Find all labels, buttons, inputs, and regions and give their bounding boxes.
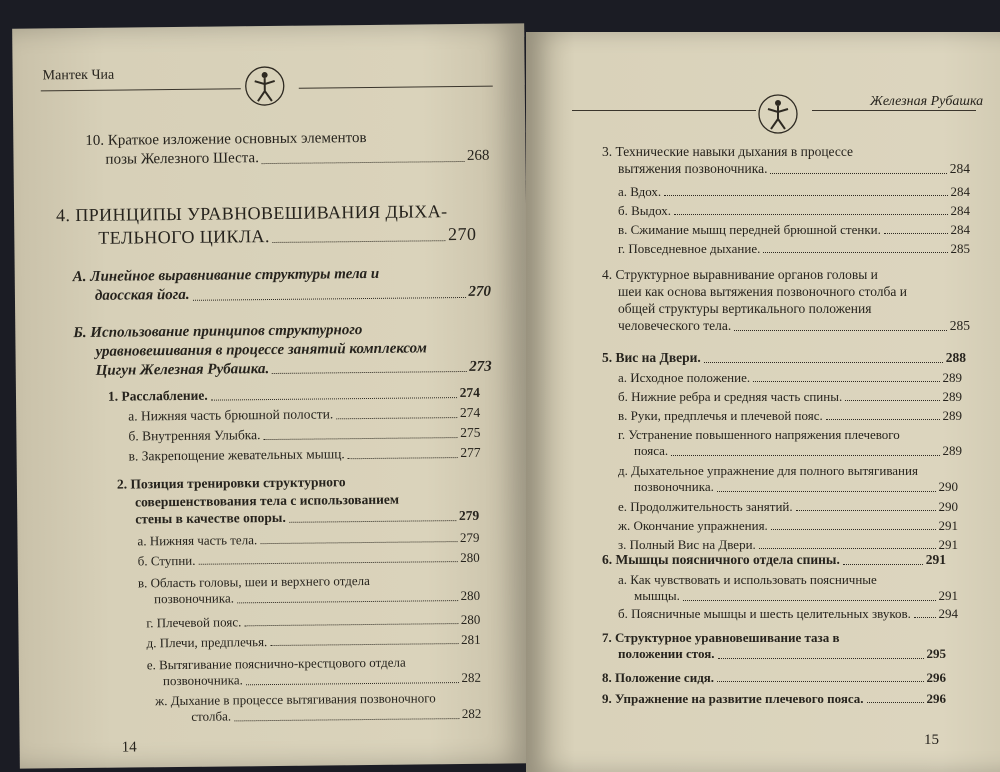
figure-emblem-icon xyxy=(243,64,287,108)
page-number: 280 xyxy=(460,588,481,604)
figure-emblem-icon xyxy=(756,92,800,136)
toc-entry-title: пояса. xyxy=(634,443,669,459)
leader-dots xyxy=(796,510,936,511)
toc-entry-text: 3. Технические навыки дыхания в процессе xyxy=(602,144,854,159)
toc-entry xyxy=(146,632,480,652)
leader-dots xyxy=(717,491,936,492)
toc-entry-text: 4. Структурное выравнивание органов головы и xyxy=(602,267,878,282)
leader-dots xyxy=(260,541,457,544)
toc-entry xyxy=(128,425,480,446)
toc-entry-title: ж. Окончание упражнения. xyxy=(618,518,768,533)
toc-entry xyxy=(602,267,970,335)
page-number: 290 xyxy=(938,479,958,495)
page-number: 291 xyxy=(938,518,958,533)
toc-entry-title: столба. xyxy=(191,708,232,725)
leader-dots xyxy=(234,718,459,721)
page-number: 291 xyxy=(938,588,958,604)
leader-dots xyxy=(262,160,464,163)
toc-entry-text: а. Как чувствовать и использовать поясничные xyxy=(618,572,877,587)
toc-entry-text: уравновешивания в процессе занятий комплексом xyxy=(95,340,427,360)
toc-entry-title: а. Вдох. xyxy=(618,184,662,199)
toc-entry xyxy=(618,427,962,460)
page-number: 289 xyxy=(942,389,962,404)
leader-dots xyxy=(237,600,458,603)
toc-entry xyxy=(618,463,958,496)
header-rule xyxy=(572,110,756,111)
leader-dots xyxy=(717,681,923,682)
page-number-footer: 15 xyxy=(924,732,939,748)
leader-dots xyxy=(674,214,947,215)
toc-entry-text: Б. Использование принципов структурного xyxy=(73,322,363,342)
toc-entry xyxy=(128,405,480,426)
leader-dots xyxy=(867,702,924,703)
toc-entry xyxy=(618,518,958,534)
leader-dots xyxy=(336,417,457,419)
page-number: 289 xyxy=(942,408,962,423)
toc-section xyxy=(73,264,491,306)
toc-entry xyxy=(618,537,958,553)
leader-dots xyxy=(771,529,936,530)
page-number: 288 xyxy=(945,350,966,365)
leader-dots xyxy=(244,623,458,626)
toc-entry xyxy=(618,222,970,238)
leader-dots xyxy=(683,600,936,601)
toc-entry xyxy=(602,144,970,178)
toc-entry-title: 6. Мышцы поясничного отдела спины. xyxy=(602,552,840,567)
toc-entry xyxy=(618,389,962,405)
toc-entry xyxy=(138,550,480,570)
page-number: 270 xyxy=(448,223,477,244)
toc-entry-title: в. Сжимание мышц передней брюшной стенки. xyxy=(618,222,881,237)
page-number: 284 xyxy=(949,160,970,176)
page-number: 285 xyxy=(949,317,970,333)
toc-entry-title: человеческого тела. xyxy=(618,317,732,333)
leader-dots xyxy=(763,252,947,253)
toc-entry-title: а. Исходное положение. xyxy=(618,370,751,385)
toc-entry xyxy=(602,630,946,663)
running-header: Железная Рубашка xyxy=(870,94,984,109)
toc-entry xyxy=(602,350,966,367)
toc-entry-title: позвоночника. xyxy=(162,672,243,689)
toc-entry-title: 9. Упражнение на развитие плечевого пояса. xyxy=(602,691,864,706)
page-number: 291 xyxy=(925,552,946,567)
page-number: 279 xyxy=(458,507,480,524)
leader-dots xyxy=(753,381,939,382)
toc-entry xyxy=(618,499,958,515)
page-number: 280 xyxy=(460,611,481,628)
leader-dots xyxy=(199,561,458,565)
toc-entry-title: б. Ступни. xyxy=(137,552,196,569)
toc-entry-title: даосская йога. xyxy=(94,286,190,304)
leader-dots xyxy=(246,682,459,685)
page-number: 291 xyxy=(938,537,958,552)
leader-dots xyxy=(289,520,456,523)
toc-entry xyxy=(618,606,958,622)
toc-entry xyxy=(618,370,962,386)
toc-entry-title: стены в качестве опоры. xyxy=(135,509,286,527)
leader-dots xyxy=(759,548,936,549)
header-rule xyxy=(812,110,976,111)
toc-entry-title: з. Полный Вис на Двери. xyxy=(618,537,756,552)
toc-entry-title: б. Внутренняя Улыбка. xyxy=(128,427,261,444)
toc-entry xyxy=(147,654,481,690)
toc-entry-title: Цигун Железная Рубашка. xyxy=(95,360,270,379)
page-number: 270 xyxy=(468,283,492,300)
page-number: 281 xyxy=(460,631,481,648)
page-number: 285 xyxy=(950,241,970,256)
leader-dots xyxy=(843,564,923,565)
page-number: 284 xyxy=(950,203,970,218)
page-number: 289 xyxy=(942,443,962,459)
leader-dots xyxy=(270,643,458,646)
toc-entry-text: А. Линейное выравнивание структуры тела и xyxy=(72,265,380,286)
toc-entry-title: в. Руки, предплечья и плечевой пояс. xyxy=(618,408,823,423)
running-header: Мантек Чиа xyxy=(42,67,115,84)
toc-entry-text: 4. ПРИНЦИПЫ УРАВНОВЕШИВАНИЯ ДЫХА- xyxy=(55,201,448,226)
toc-entry-title: ТЕЛЬНОГО ЦИКЛА. xyxy=(98,225,270,248)
page-number: 296 xyxy=(926,670,946,685)
leader-dots xyxy=(272,371,466,374)
page-number: 284 xyxy=(950,184,970,199)
page-number: 268 xyxy=(466,147,490,164)
toc-entry-title: е. Продолжительность занятий. xyxy=(618,499,793,514)
toc-entry xyxy=(618,184,970,200)
toc-entry-text: г. Устранение повышенного напряжения плечевого xyxy=(618,427,900,442)
header-rule xyxy=(299,86,493,89)
toc-entry xyxy=(146,612,480,632)
toc-entry xyxy=(138,572,480,608)
page-number: 273 xyxy=(469,358,492,375)
toc-entry-title: д. Плечи, предплечья. xyxy=(146,634,268,651)
page-number: 295 xyxy=(926,646,946,662)
leader-dots xyxy=(704,362,943,363)
toc-entry xyxy=(137,530,479,550)
toc-entry-text: совершенствования тела с использованием xyxy=(135,491,400,509)
leader-dots xyxy=(273,240,445,243)
page-number: 284 xyxy=(950,222,970,237)
page-number: 279 xyxy=(459,529,480,546)
leader-dots xyxy=(348,457,458,459)
page-number: 280 xyxy=(460,549,480,566)
toc-entry xyxy=(618,572,958,605)
page-number: 296 xyxy=(926,691,946,706)
toc-entry-title: вытяжения позвоночника. xyxy=(618,160,768,176)
toc-entry xyxy=(602,670,946,686)
leader-dots xyxy=(211,397,457,401)
leader-dots xyxy=(734,330,946,331)
toc-entry-title: г. Повседневное дыхание. xyxy=(618,241,761,256)
page-number: 274 xyxy=(459,384,481,401)
toc-entry-title: б. Нижние ребра и средняя часть спины. xyxy=(618,389,843,404)
right-page xyxy=(526,32,1000,772)
leader-dots xyxy=(664,195,947,196)
page-number: 282 xyxy=(461,670,482,686)
toc-entry-text: ж. Дыхание в процессе вытягивания позвоночного xyxy=(155,690,436,709)
left-page xyxy=(12,23,532,768)
page-number: 274 xyxy=(459,404,481,421)
page-number: 294 xyxy=(938,606,958,621)
leader-dots xyxy=(671,455,939,456)
page-number: 290 xyxy=(938,499,958,514)
toc-entry-title: позвоночника. xyxy=(634,479,714,495)
toc-entry-title: 5. Вис на Двери. xyxy=(602,350,701,365)
toc-entry xyxy=(602,691,946,707)
toc-entry-text: в. Область головы, шеи и верхнего отдела xyxy=(137,572,370,591)
toc-entry-title: мышцы. xyxy=(634,588,680,604)
leader-dots xyxy=(845,400,939,401)
leader-dots xyxy=(770,173,946,174)
toc-entry-text: д. Дыхательное упражнение для полного вытягивания xyxy=(618,463,918,478)
leader-dots xyxy=(264,437,458,440)
page-number: 277 xyxy=(460,444,481,461)
toc-entry-text: 10. Краткое изложение основных элементов xyxy=(85,129,367,149)
toc-entry xyxy=(618,241,970,257)
toc-entry-text: 2. Позиция тренировки структурного xyxy=(116,474,346,492)
toc-entry xyxy=(129,445,481,466)
toc-entry-text: е. Вытягивание пояснично-крестцового отдела xyxy=(146,654,406,673)
toc-entry-title: г. Плечевой пояс. xyxy=(146,614,242,631)
toc-entry-title: положении стоя. xyxy=(618,646,715,662)
toc-entry xyxy=(618,408,962,424)
page-number-footer: 14 xyxy=(121,739,137,756)
toc-entry-title: в. Закрепощение жевательных мышц. xyxy=(128,446,345,464)
toc-entry-title: а. Нижняя часть тела. xyxy=(137,532,258,549)
header-rule xyxy=(41,88,241,91)
toc-entry-text: общей структуры вертикального положения xyxy=(618,300,872,316)
toc-entry-title: б. Поясничные мышцы и шесть целительных звуков. xyxy=(618,606,911,621)
toc-entry-title: позвоночника. xyxy=(154,590,235,607)
leader-dots xyxy=(826,419,940,420)
leader-dots xyxy=(718,658,924,659)
toc-entry-text: 7. Структурное уравновешивание таза в xyxy=(602,630,840,645)
toc-entry-title: а. Нижняя часть брюшной полости. xyxy=(128,406,334,424)
leader-dots xyxy=(884,233,948,234)
leader-dots xyxy=(914,617,936,618)
toc-entry-title: б. Выдох. xyxy=(618,203,672,218)
toc-entry xyxy=(155,690,481,726)
page-number: 275 xyxy=(460,424,481,441)
toc-chapter xyxy=(56,200,476,249)
toc-entry xyxy=(618,203,970,219)
page-number: 282 xyxy=(461,706,482,722)
toc-entry-title: 1. Расслабление. xyxy=(107,387,208,404)
toc-entry-text: шеи как основа вытяжения позвоночного столба и xyxy=(618,283,907,299)
toc-entry-title: позы Железного Шеста. xyxy=(105,149,259,168)
toc-entry xyxy=(602,552,946,569)
toc-entry xyxy=(117,472,480,528)
toc-entry xyxy=(85,128,489,170)
toc-section xyxy=(73,320,492,381)
leader-dots xyxy=(193,296,466,300)
toc-entry xyxy=(108,385,480,406)
page-number: 289 xyxy=(942,370,962,385)
toc-entry-title: 8. Положение сидя. xyxy=(602,670,715,685)
